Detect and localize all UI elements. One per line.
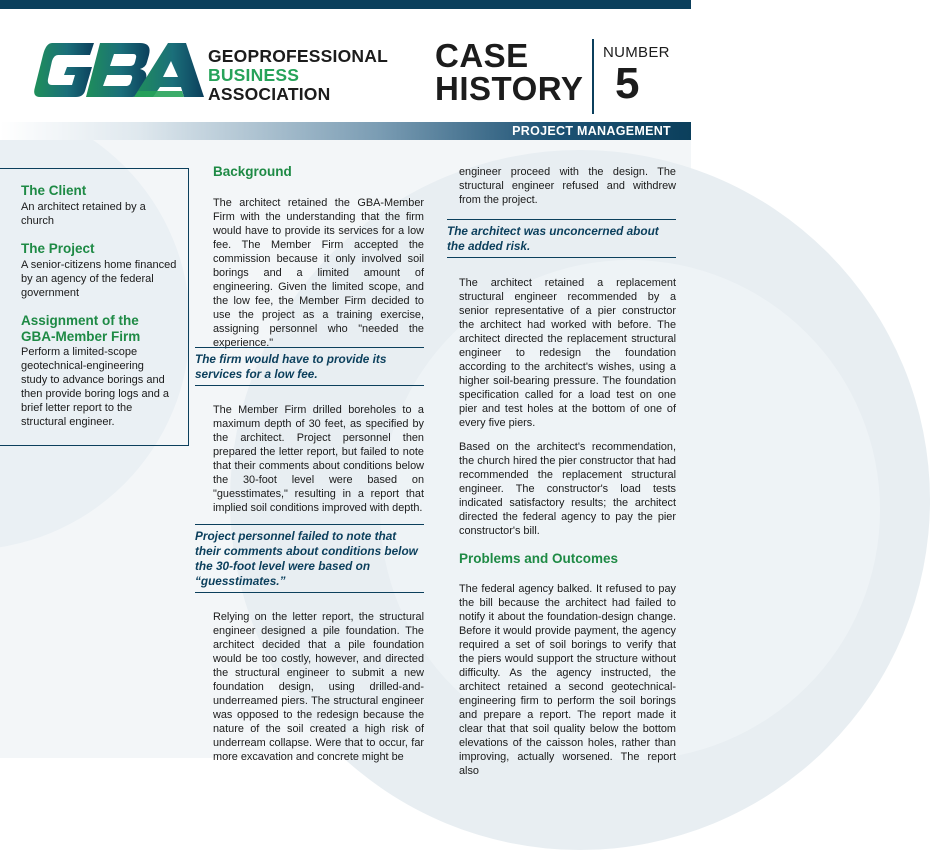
paragraph-text: The federal agency balked. It refused to pay the bill because the architect had failed to notify it about the foundation-design change. Before it would provide payment, the agency required a set of soil borings to verify that the piers would support the structure without difficulty. As the agency instructed, the architect retained a second geotechnical-engineering firm to perform the soil borings and prepare a report. The report made it clear that that soil quality below the bottom elevations of the caisson holes, rather than improving, actually worsened. The report also xyxy=(459,583,676,777)
case-history-title xyxy=(435,39,583,105)
pull-quote-3: The architect was unconcerned about the added risk. xyxy=(447,219,676,258)
project-heading: The Project xyxy=(21,241,95,256)
pull-quote-1: The firm would have to provide its services for a low fee. xyxy=(195,347,424,386)
number-value: 5 xyxy=(615,59,640,108)
paragraph-text: Relying on the letter report, the structural engineer designed a pile foundation. The architect decided that a pile foundation would be too costly, however, and directed the structural engineer to submit a new foundation design, using drilled-and-underreamed piers. The structural engineer was opposed to the redesign because the nature of the soil created a high risk of underream collapse. Were that to occur, far more excavation and concrete might be xyxy=(213,611,424,763)
header-divider xyxy=(592,39,594,114)
right-paragraph-3 xyxy=(459,440,676,538)
number-label: NUMBER xyxy=(603,44,670,61)
paragraph-text: engineer proceed with the design. The structural engineer refused and withdrew from the project. xyxy=(459,166,676,206)
background-heading: Background xyxy=(213,164,292,179)
org-name-line-3: ASSOCIATION xyxy=(208,84,331,104)
client-text: An architect retained by a church xyxy=(21,201,146,227)
top-color-bar xyxy=(0,0,691,9)
title-line-2: HISTORY xyxy=(435,70,584,107)
paragraph-text: The architect retained the GBA-Member Firm with the understanding that the firm would have to provide its services for a low fee. The Member Firm accepted the commission because it only involved soil borings and a limited amount of engineering. Given the limited scope, and the low fee, the Member Firm decided to use the project as a training exercise, assigning personnel who "needed the experience." xyxy=(213,197,424,349)
right-paragraph-2 xyxy=(459,276,676,430)
paragraph-text: The Member Firm drilled boreholes to a maximum depth of 30 feet, as specified by the architect. Project personnel then prepared the letter report, but failed to note that their comments about conditions below the 30-foot level were based on "guesstimates," resulting in a report that implied soil conditions improved with depth. xyxy=(213,404,424,514)
pull-quote-2: Project personnel failed to note that their comments about conditions below the 30-foot level were based on “guesstimates.” xyxy=(195,524,424,593)
paragraph-text: The architect retained a replacement structural engineer recommended by a senior representative of a pier constructor the architect had worked with before. The architect directed the replacement structural engineer to redesign the foundation according to the architect's wishes, using a higher soil-bearing pressure. The foundation specification called for a load test on one pier and test holes at the bottom of one of every five piers. xyxy=(459,277,676,429)
middle-paragraph-1 xyxy=(213,196,424,350)
org-name-line-1: GEOPROFESSIONAL xyxy=(208,46,388,66)
right-paragraph-4 xyxy=(459,582,676,777)
org-name-line-2: BUSINESS xyxy=(208,65,300,85)
gba-logo xyxy=(34,39,204,103)
client-heading: The Client xyxy=(21,183,87,198)
project-text: A senior-citizens home financed by an agency of the federal government xyxy=(21,259,177,299)
assignment-text: Perform a limited-scope geotechnical-engineering study to advance borings and then provide boring logs and a brief letter report to the structural engineer. xyxy=(21,346,169,428)
page-header xyxy=(0,9,691,122)
paragraph-text: Based on the architect's recommendation, the church hired the pier constructor that had recommended the replacement structural engineer. The constructor's load tests indicated satisfactory results; the architect directed the federal agency to pay the pier constructor's bill. xyxy=(459,441,676,537)
title-line-1: CASE xyxy=(435,37,529,74)
right-paragraph-1 xyxy=(459,165,676,207)
association-name xyxy=(208,47,388,104)
middle-paragraph-2 xyxy=(213,403,424,515)
problems-heading: Problems and Outcomes xyxy=(459,551,619,566)
assignment-heading: Assignment of the GBA-Member Firm xyxy=(21,313,141,344)
band-label: PROJECT MANAGEMENT xyxy=(512,124,671,138)
middle-paragraph-3 xyxy=(213,610,424,763)
